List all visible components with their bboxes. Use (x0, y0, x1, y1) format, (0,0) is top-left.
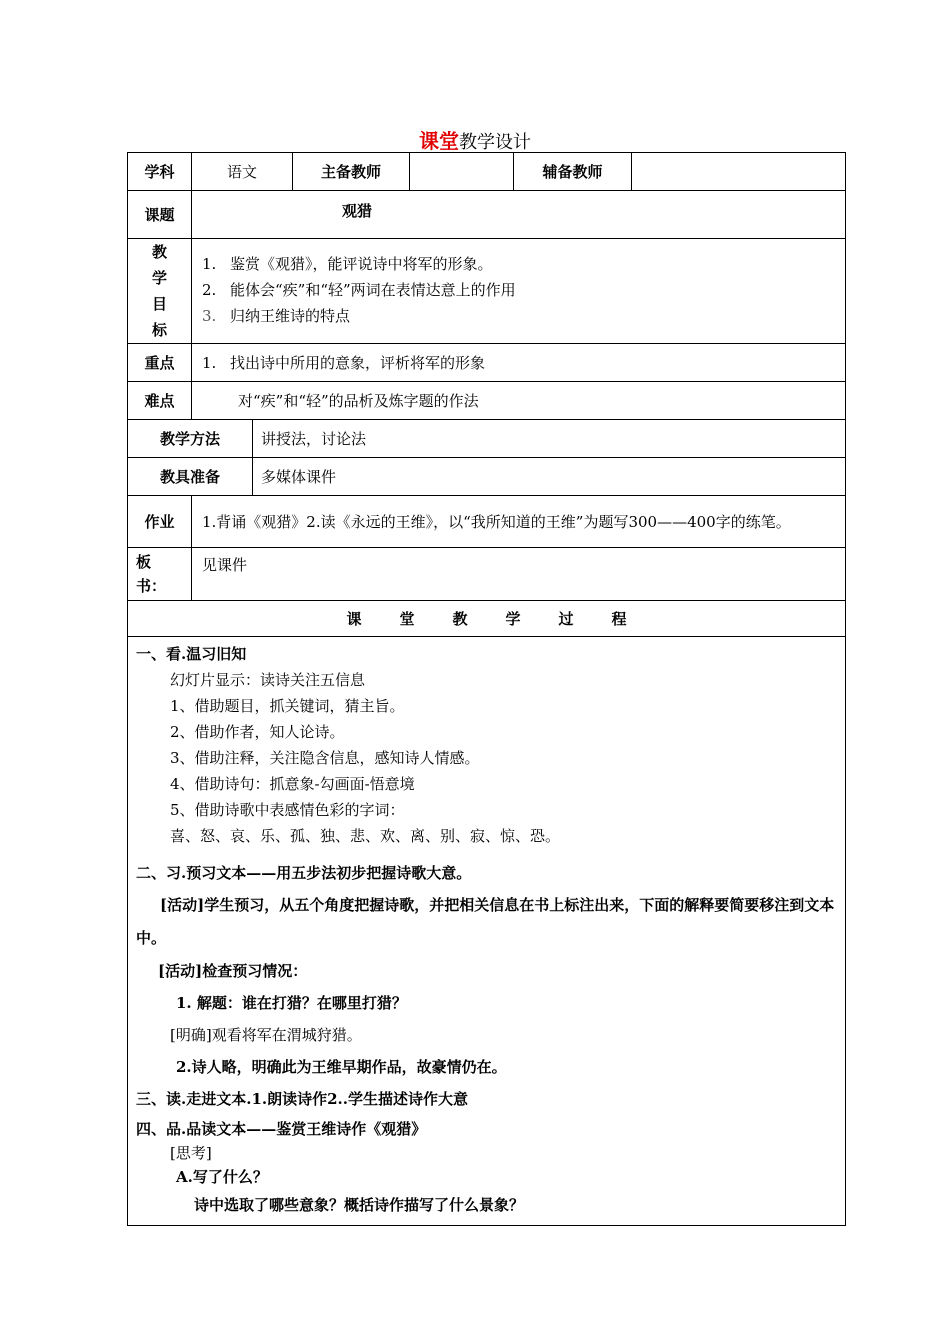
key-point-num: 1. (202, 354, 217, 372)
subject-label: 学科 (128, 153, 192, 191)
section-1-line: 喜、怒、哀、乐、孤、独、悲、欢、离、别、寂、惊、恐。 (170, 827, 561, 845)
goal-item: 1. 鉴赏《观猎》，能评说诗中将军的形象。 (202, 255, 493, 273)
tools-label: 教具准备 (128, 458, 253, 496)
process-row (128, 637, 846, 1226)
section-4-think: [思考] (170, 1144, 212, 1162)
section-1-line: 3、借助注释，关注隐含信息，感知诗人情感。 (170, 749, 480, 767)
section-2-activity: [活动]检查预习情况： (158, 962, 308, 980)
section-2-question: 1. 解题：谁在打猎？在哪里打猎？ (176, 994, 407, 1012)
board-label (128, 548, 192, 601)
goal-item: 3. 归纳王维诗的特点 (202, 307, 351, 325)
key-point-row (128, 344, 846, 382)
section-1-line: 5、借助诗歌中表感情色彩的字词： (170, 801, 405, 819)
goals-label-char: 标 (151, 321, 167, 339)
title-highlight: 课堂 (419, 129, 459, 153)
board-row (128, 548, 846, 601)
section-1-line: 4、借助诗句：抓意象-勾画面-悟意境 (170, 775, 415, 793)
method-value: 讲授法，讨论法 (253, 420, 846, 458)
goals-label-char: 教 (151, 243, 167, 261)
section-1-title: 一、看.温习旧知 (136, 645, 247, 663)
section-1-line: 1、借助题目，抓关键词，猜主旨。 (170, 697, 405, 715)
process-title: 课 堂 教 学 过 程 (128, 601, 846, 637)
section-3-title: 三、读.走进文本.1.朗读诗作2..学生描述诗作大意 (136, 1090, 468, 1108)
section-4-item: A.写了什么？ (176, 1168, 268, 1186)
key-point-label: 重点 (128, 344, 192, 382)
section-4-question: 诗中选取了哪些意象？概括诗作描写了什么景象？ (194, 1196, 525, 1214)
header-row (128, 153, 846, 191)
topic-row (128, 191, 846, 239)
topic-label: 课题 (128, 191, 192, 239)
section-4-title: 四、品.品读文本——鉴赏王维诗作《观猎》 (136, 1120, 427, 1138)
difficulty-label: 难点 (128, 382, 192, 420)
board-value: 见课件 (192, 548, 846, 601)
section-2-title: 二、习.预习文本——用五步法初步把握诗歌大意。 (136, 864, 472, 882)
homework-label: 作业 (128, 496, 192, 548)
key-point-text: 找出诗中所用的意象，评析将军的形象 (230, 354, 486, 372)
section-2-activity: [活动]学生预习，从五个角度把握诗歌，并把相关信息在书上标注出来，下面的解释要简要移注到文本中。 (136, 896, 835, 947)
section-2-answer: [明确]观看将军在渭城狩猎。 (170, 1026, 362, 1044)
section-1-line: 幻灯片显示：读诗关注五信息 (170, 671, 366, 689)
goals-label-char: 学 (151, 269, 167, 287)
board-label-line: 书： (136, 577, 167, 595)
goals-label-char: 目 (151, 295, 167, 313)
goal-item: 2. 能体会“疾”和“轻”两词在表情达意上的作用 (202, 281, 516, 299)
lesson-plan-table (127, 152, 846, 1226)
method-label: 教学方法 (128, 420, 253, 458)
difficulty-text: 对“疾”和“轻”的品析及炼字题的作法 (192, 382, 846, 420)
board-label-line: 板 (136, 553, 152, 571)
title-rest: 教学设计 (459, 132, 531, 153)
homework-value: 1.背诵《观猎》2.读《永远的王维》，以“我所知道的王维”为题写300——400字的练笔。 (192, 496, 846, 548)
goals-list (202, 251, 837, 329)
section-2-question: 2.诗人略，明确此为王维早期作品，故豪情仍在。 (176, 1058, 507, 1076)
method-row (128, 420, 846, 458)
main-teacher-label: 主备教师 (293, 153, 410, 191)
tools-row (128, 458, 846, 496)
goals-label (128, 239, 192, 344)
goals-row (128, 239, 846, 344)
homework-row (128, 496, 846, 548)
tools-value: 多媒体课件 (253, 458, 846, 496)
topic-value: 观猎 (342, 202, 373, 220)
difficulty-row (128, 382, 846, 420)
process-title-row (128, 601, 846, 637)
assist-teacher-value (632, 153, 846, 191)
assist-teacher-label: 辅备教师 (514, 153, 632, 191)
section-1-line: 2、借助作者，知人论诗。 (170, 723, 345, 741)
subject-value: 语文 (192, 153, 293, 191)
main-teacher-value (410, 153, 514, 191)
process-content (128, 637, 846, 1226)
